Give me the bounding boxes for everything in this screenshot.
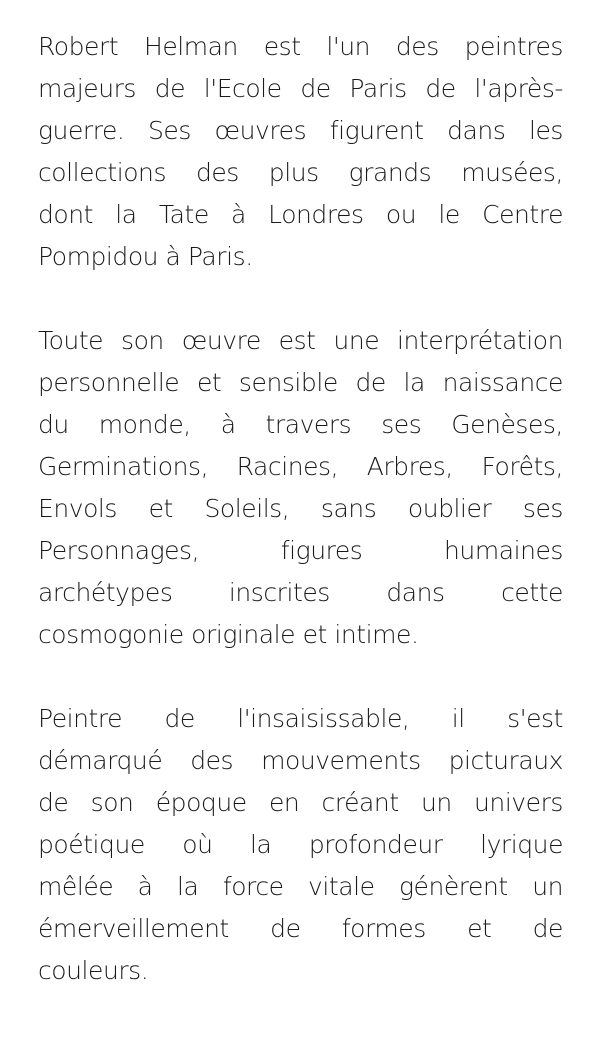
paragraph-2-line-2: personnelle et sensible de la naissance bbox=[38, 368, 563, 397]
paragraph-3-line-2: démarqué des mouvements picturaux bbox=[38, 746, 563, 775]
paragraph-3-line-4: poétique où la profondeur lyrique bbox=[38, 830, 563, 859]
paragraph-3-line-6: émerveillement de formes et de bbox=[38, 914, 563, 943]
paragraph-1 bbox=[38, 26, 563, 278]
paragraph-2-line-4: Germinations, Racines, Arbres, Forêts, bbox=[38, 452, 563, 481]
paragraph-3-line-1: Peintre de l'insaisissable, il s'est bbox=[38, 704, 563, 733]
paragraph-2-line-3: du monde, à travers ses Genèses, bbox=[38, 410, 563, 439]
paragraph-3-line-3: de son époque en créant un univers bbox=[38, 788, 563, 817]
paragraph-2-line-1: Toute son œuvre est une interprétation bbox=[38, 326, 563, 355]
paragraph-3-line-5: mêlée à la force vitale génèrent un bbox=[38, 872, 563, 901]
paragraph-1-line-4: collections des plus grands musées, bbox=[38, 158, 563, 187]
paragraph-2-line-5: Envols et Soleils, sans oublier ses bbox=[38, 494, 563, 523]
paragraph-1-line-5: dont la Tate à Londres ou le Centre bbox=[38, 200, 563, 229]
paragraph-1-line-3: guerre. Ses œuvres figurent dans les bbox=[38, 116, 563, 145]
paragraph-2 bbox=[38, 320, 563, 656]
paragraph-1-line-6: Pompidou à Paris. bbox=[38, 242, 253, 271]
paragraph-1-line-1: Robert Helman est l'un des peintres bbox=[38, 32, 563, 61]
paragraph-2-line-6: Personnages, figures humaines bbox=[38, 536, 563, 565]
paragraph-3-line-7: couleurs. bbox=[38, 956, 149, 985]
paragraph-1-line-2: majeurs de l'Ecole de Paris de l'après- bbox=[38, 74, 563, 103]
paragraph-2-line-8: cosmogonie originale et intime. bbox=[38, 620, 419, 649]
article-body bbox=[38, 26, 563, 1034]
paragraph-3 bbox=[38, 698, 563, 992]
paragraph-2-line-7: archétypes inscrites dans cette bbox=[38, 578, 563, 607]
